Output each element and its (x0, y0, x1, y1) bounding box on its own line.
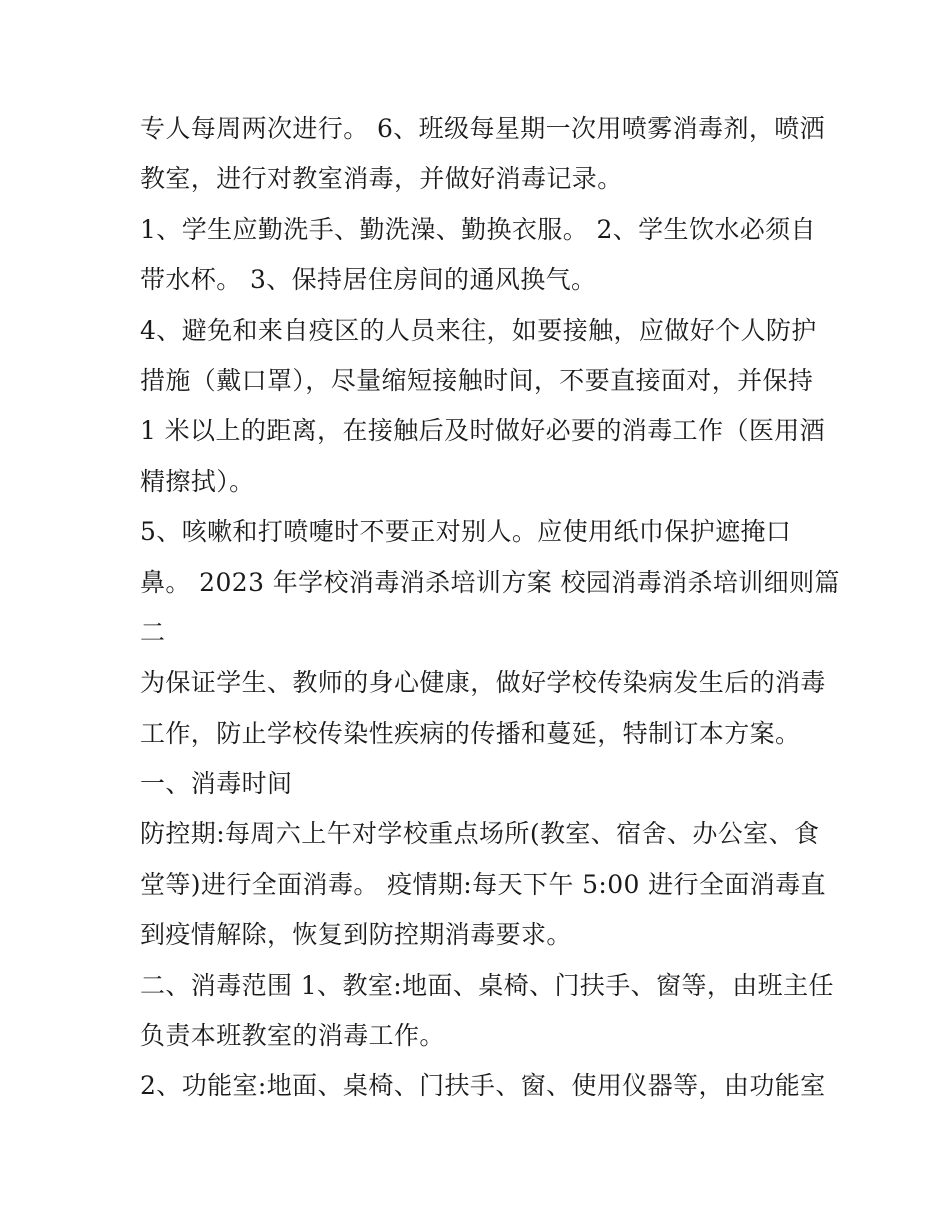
text-line: 二 (140, 617, 166, 647)
text-line: 到疫情解除，恢复到防控期消毒要求。 (140, 920, 572, 950)
text-line: 5、咳嗽和打喷嚏时不要正对别人。应使用纸巾保护遮掩口 (140, 517, 792, 547)
text-line: 措施（戴口罩），尽量缩短接触时间，不要直接面对，并保持 (140, 365, 814, 395)
section-heading: 一、消毒时间 (140, 769, 293, 799)
text-line: 1、学生应勤洗手、勤洗澡、勤换衣服。 2、学生饮水必须自 (140, 214, 816, 244)
text-line: 专人每周两次进行。 6、班级每星期一次用喷雾消毒剂，喷洒 (140, 114, 826, 143)
text-line: 负责本班教室的消毒工作。 (140, 1021, 445, 1051)
text-line: 1 米以上的距离，在接触后及时做好必要的消毒工作（医用酒 (140, 416, 826, 446)
text-line: 鼻。 2023 年学校消毒消杀培训方案 校园消毒消杀培训细则篇 (140, 567, 840, 597)
text-line: 防控期:每周六上午对学校重点场所(教室、宿舍、办公室、食 (140, 819, 820, 849)
text-line: 二、消毒范围 1、教室:地面、桌椅、门扶手、窗等，由班主任 (140, 970, 834, 1000)
text-line: 4、避免和来自疫区的人员来往，如要接触，应做好个人防护 (140, 315, 817, 345)
text-line: 教室，进行对教室消毒，并做好消毒记录。 (140, 164, 623, 194)
text-line: 精擦拭）。 (140, 466, 255, 496)
text-line: 2、功能室:地面、桌椅、门扶手、窗、使用仪器等，由功能室 (140, 1071, 826, 1101)
text-line: 为保证学生、教师的身心健康，做好学校传染病发生后的消毒 (140, 668, 826, 698)
text-line: 堂等)进行全面消毒。 疫情期:每天下午 5:00 进行全面消毒直 (140, 869, 826, 899)
text-line: 带水杯。 3、保持居住房间的通风换气。 (140, 265, 597, 295)
text-line: 工作，防止学校传染性疾病的传播和蔓延，特制订本方案。 (140, 718, 801, 748)
document-body (140, 104, 840, 1112)
